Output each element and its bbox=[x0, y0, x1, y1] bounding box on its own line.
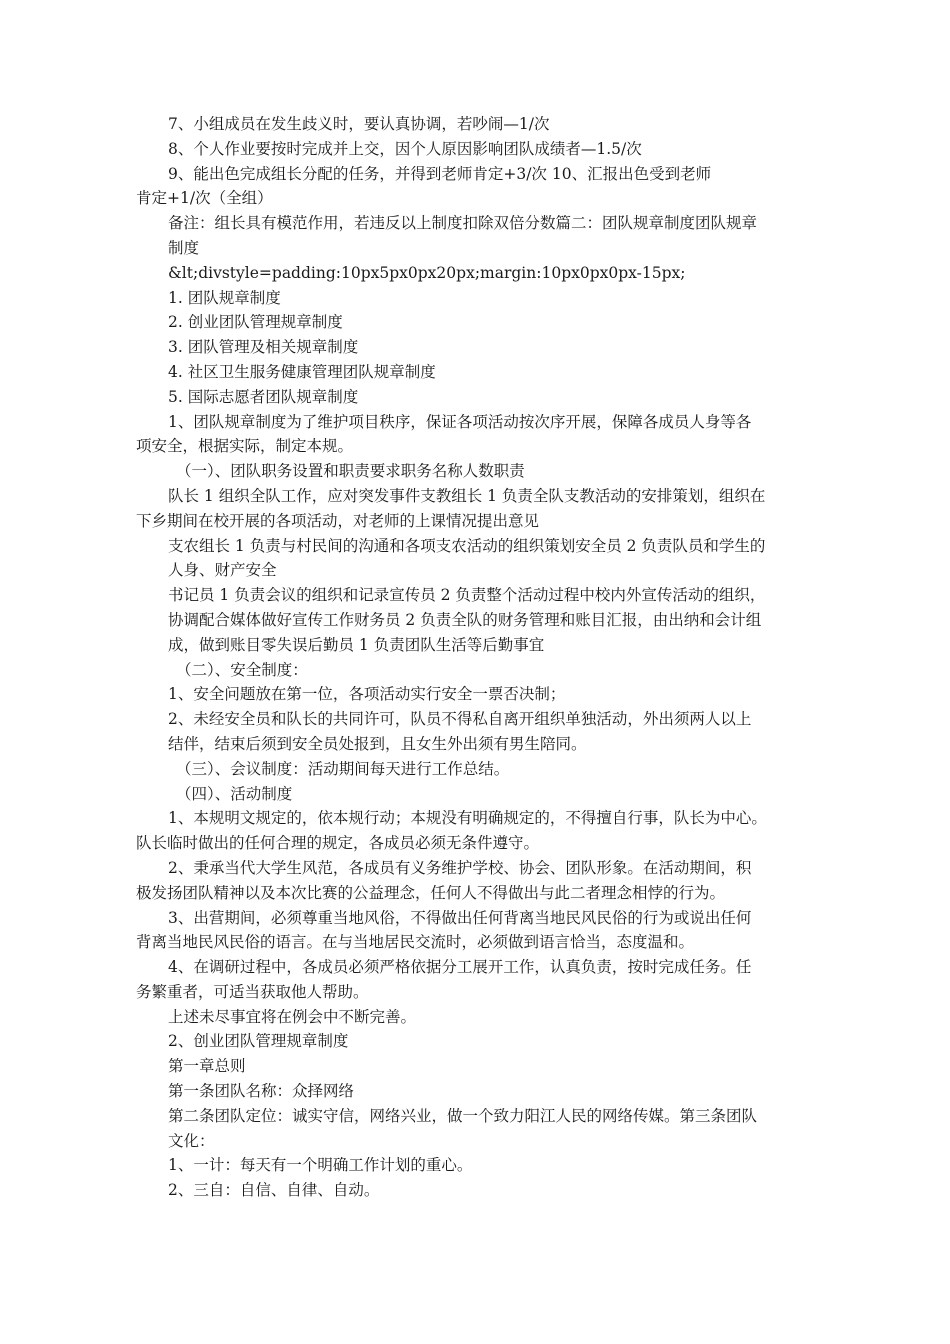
text-line: 1. 团队规章制度 bbox=[168, 288, 281, 307]
text-line: 2、秉承当代大学生风范，各成员有义务维护学校、协会、团队形象。在活动期间，积 bbox=[168, 858, 752, 877]
text-line: 5. 国际志愿者团队规章制度 bbox=[168, 387, 359, 406]
text-line: 成，做到账目零失误后勤员 1 负责团队生活等后勤事宜 bbox=[168, 635, 545, 654]
document-body bbox=[136, 112, 822, 1203]
text-line: （三）、会议制度：活动期间每天进行工作总结。 bbox=[176, 759, 510, 778]
text-line: （二）、安全制度： bbox=[176, 660, 308, 679]
text-line: 制度 bbox=[168, 238, 200, 257]
text-line: 肯定+1/次（全组） bbox=[136, 189, 273, 208]
text-line: 7、小组成员在发生歧义时，要认真协调，若吵闹—1/次 bbox=[168, 115, 550, 133]
text-line: 2、三自：自信、自律、自动。 bbox=[168, 1181, 380, 1200]
text-line: 队长 1 组织全队工作，应对突发事件支教组长 1 负责全队支教活动的安排策划，组织在 bbox=[168, 486, 766, 505]
text-line: 文化： bbox=[168, 1131, 215, 1150]
text-line: 极发扬团队精神以及本次比赛的公益理念，任何人不得做出与此二者理念相悖的行为。 bbox=[136, 883, 726, 902]
text-line: 2. 创业团队管理规章制度 bbox=[168, 313, 343, 332]
text-line: 人身、财产安全 bbox=[168, 561, 277, 580]
text-line: 1、团队规章制度为了维护项目秩序，保证各项活动按次序开展，保障各成员人身等各 bbox=[168, 412, 752, 431]
text-line: 1、本规明文规定的，依本规行动；本规没有明确规定的，不得擅自行事，队长为中心。 bbox=[168, 809, 767, 828]
text-line: 1、一计：每天有一个明确工作计划的重心。 bbox=[168, 1156, 473, 1175]
text-line: 第二条团队定位：诚实守信，网络兴业，做一个致力阳江人民的网络传媒。第三条团队 bbox=[168, 1106, 758, 1125]
text-line: 3. 团队管理及相关规章制度 bbox=[168, 338, 359, 357]
text-line: 协调配合媒体做好宣传工作财务员 2 负责全队的财务管理和账目汇报，由出纳和会计组 bbox=[168, 610, 762, 629]
text-line: 备注：组长具有模范作用，若违反以上制度扣除双倍分数篇二：团队规章制度团队规章 bbox=[168, 214, 758, 233]
text-line: 下乡期间在校开展的各项活动，对老师的上课情况提出意见 bbox=[136, 511, 540, 530]
text-line: 第一章总则 bbox=[168, 1057, 246, 1076]
text-line: 书记员 1 负责会议的组织和记录宣传员 2 负责整个活动过程中校内外宣传活动的组织， bbox=[168, 586, 766, 605]
text-line: 2、未经安全员和队长的共同许可，队员不得私自离开组织单独活动，外出须两人以上 bbox=[168, 710, 752, 729]
text-line: 4. 社区卫生服务健康管理团队规章制度 bbox=[168, 362, 436, 381]
text-line: 第一条团队名称：众择网络 bbox=[168, 1082, 355, 1101]
text-line: 上述未尽事宜将在例会中不断完善。 bbox=[168, 1007, 417, 1026]
text-line: （一）、团队职务设置和职责要求职务名称人数职责 bbox=[176, 462, 525, 481]
text-line: 队长临时做出的任何合理的规定，各成员必须无条件遵守。 bbox=[136, 834, 540, 853]
text-line: 9、能出色完成组长分配的任务，并得到老师肯定+3/次 10、汇报出色受到老师 bbox=[168, 164, 712, 183]
text-line: 支农组长 1 负责与村民间的沟通和各项支农活动的组织策划安全员 2 负责队员和学生的 bbox=[168, 536, 766, 555]
text-line: 3、出营期间，必须尊重当地风俗，不得做出任何背离当地民风民俗的行为或说出任何 bbox=[168, 908, 752, 927]
text-line: 8、个人作业要按时完成并上交，因个人原因影响团队成绩者—1.5/次 bbox=[168, 139, 642, 158]
text-line: 2、创业团队管理规章制度 bbox=[168, 1032, 349, 1051]
text-line: 背离当地民风民俗的语言。在与当地居民交流时，必须做到语言恰当，态度温和。 bbox=[136, 933, 695, 952]
text-line: 4、在调研过程中，各成员必须严格依据分工展开工作，认真负责，按时完成任务。任 bbox=[168, 958, 752, 977]
text-line: （四）、活动制度 bbox=[176, 784, 293, 803]
text-line: 结伴，结束后须到安全员处报到，且女生外出须有男生陪同。 bbox=[168, 734, 587, 753]
text-line: 项安全，根据实际，制定本规。 bbox=[136, 437, 354, 456]
text-line: 1、安全问题放在第一位，各项活动实行安全一票否决制； bbox=[168, 685, 566, 704]
text-line: &lt;divstyle=padding:10px5px0px20px;margin:10px0px0px-15px; bbox=[168, 263, 686, 282]
text-line: 务繁重者，可适当获取他人帮助。 bbox=[136, 982, 369, 1001]
